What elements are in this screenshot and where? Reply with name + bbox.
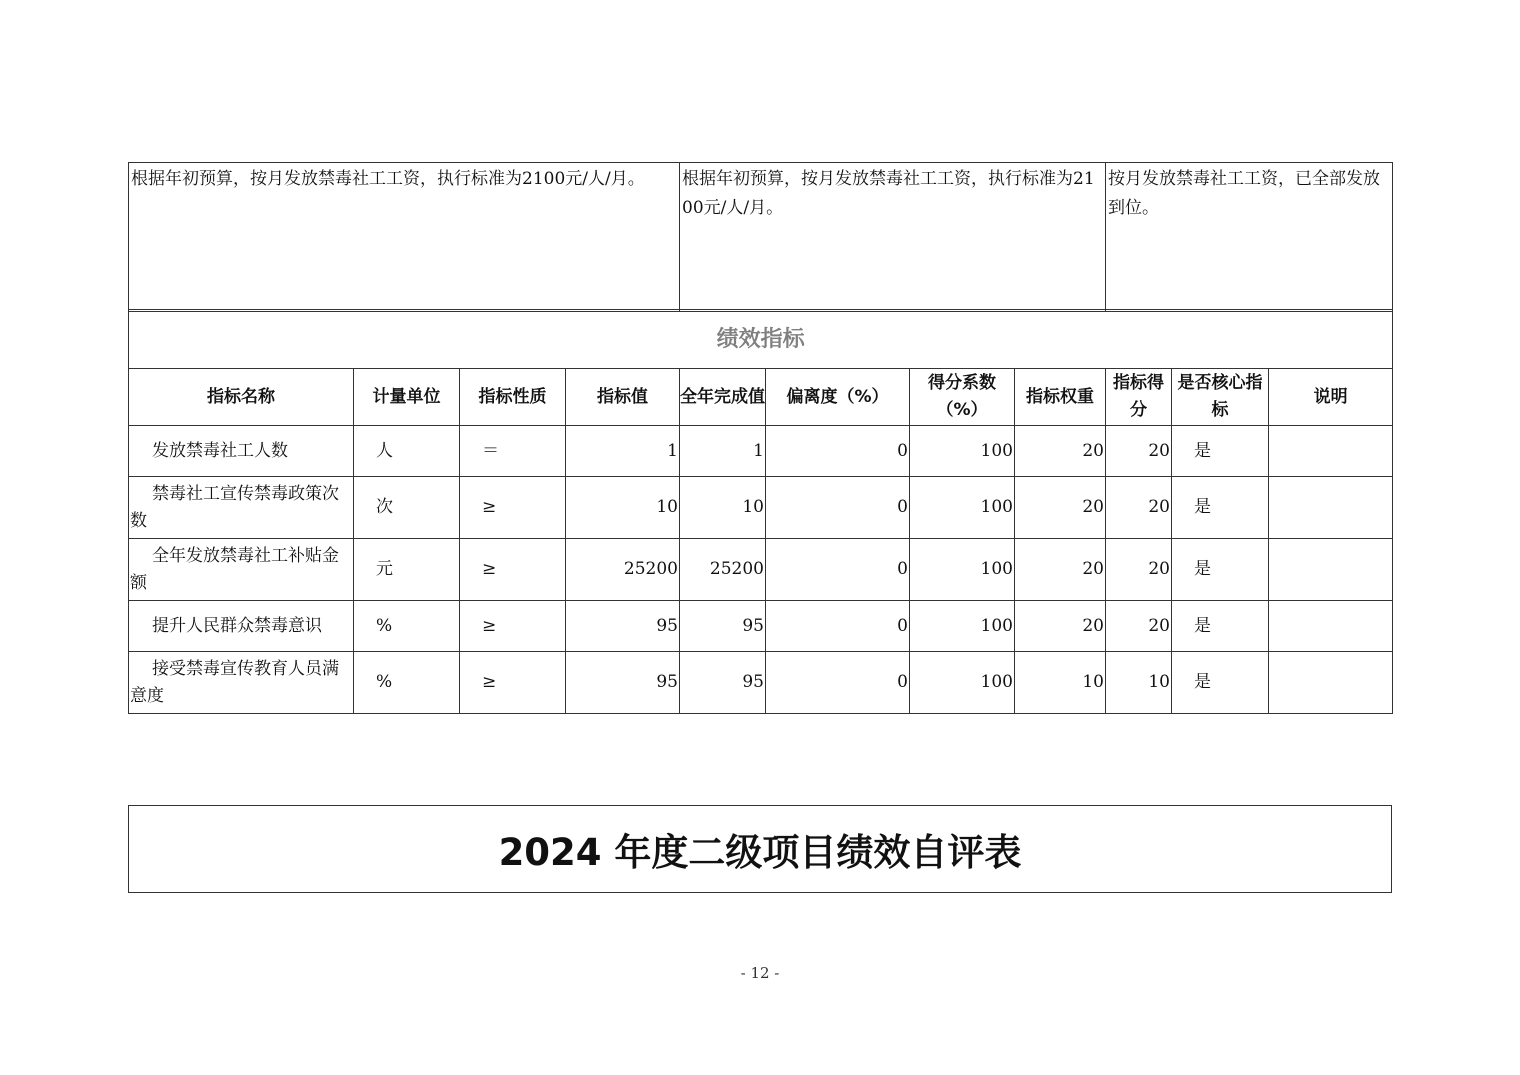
row-actual: 1 <box>680 426 766 477</box>
row-score: 20 <box>1106 601 1172 652</box>
section-title-row <box>129 310 1393 369</box>
self-eval-title-box <box>128 805 1392 893</box>
row-unit: 次 <box>354 477 460 539</box>
header-name: 指标名称 <box>129 369 354 426</box>
row-deviation: 0 <box>766 426 910 477</box>
summary-col1: 根据年初预算，按月发放禁毒社工工资，执行标准为2100元/人/月。 <box>129 163 680 312</box>
table-row <box>129 652 1393 714</box>
row-score: 20 <box>1106 426 1172 477</box>
row-coef: 100 <box>910 539 1015 601</box>
table-row <box>129 539 1393 601</box>
row-coef: 100 <box>910 601 1015 652</box>
row-coef: 100 <box>910 426 1015 477</box>
row-note <box>1269 426 1393 477</box>
row-note <box>1269 601 1393 652</box>
row-score: 20 <box>1106 477 1172 539</box>
row-deviation: 0 <box>766 477 910 539</box>
header-weight: 指标权重 <box>1015 369 1106 426</box>
header-actual: 全年完成值 <box>680 369 766 426</box>
row-score: 10 <box>1106 652 1172 714</box>
header-score: 指标得分 <box>1106 369 1172 426</box>
table-row <box>129 601 1393 652</box>
summary-table <box>128 162 1393 312</box>
header-coef: 得分系数（%） <box>910 369 1015 426</box>
row-unit: % <box>354 652 460 714</box>
row-deviation: 0 <box>766 539 910 601</box>
row-name: 全年发放禁毒社工补贴金额 <box>129 539 354 601</box>
row-core: 是 <box>1172 426 1269 477</box>
summary-col3: 按月发放禁毒社工工资，已全部发放到位。 <box>1106 163 1393 312</box>
row-coef: 100 <box>910 477 1015 539</box>
header-unit: 计量单位 <box>354 369 460 426</box>
row-unit: 人 <box>354 426 460 477</box>
row-unit: 元 <box>354 539 460 601</box>
row-unit: % <box>354 601 460 652</box>
row-value: 10 <box>566 477 680 539</box>
table-row <box>129 426 1393 477</box>
row-actual: 95 <box>680 652 766 714</box>
row-nature: ≥ <box>460 601 566 652</box>
performance-table <box>128 309 1393 714</box>
row-weight: 20 <box>1015 539 1106 601</box>
header-note: 说明 <box>1269 369 1393 426</box>
row-note <box>1269 539 1393 601</box>
header-deviation: 偏离度（%） <box>766 369 910 426</box>
row-nature: ≥ <box>460 539 566 601</box>
row-value: 95 <box>566 601 680 652</box>
page-title: 2024 年度二级项目绩效自评表 <box>498 831 1022 874</box>
row-weight: 20 <box>1015 426 1106 477</box>
section-title: 绩效指标 <box>129 310 1393 369</box>
row-weight: 20 <box>1015 601 1106 652</box>
row-value: 1 <box>566 426 680 477</box>
row-score: 20 <box>1106 539 1172 601</box>
row-actual: 25200 <box>680 539 766 601</box>
row-value: 25200 <box>566 539 680 601</box>
row-deviation: 0 <box>766 652 910 714</box>
row-core: 是 <box>1172 601 1269 652</box>
header-value: 指标值 <box>566 369 680 426</box>
row-core: 是 <box>1172 477 1269 539</box>
row-deviation: 0 <box>766 601 910 652</box>
page-number: - 12 - <box>740 964 780 982</box>
row-weight: 10 <box>1015 652 1106 714</box>
row-coef: 100 <box>910 652 1015 714</box>
header-row <box>129 369 1393 426</box>
row-nature: ≥ <box>460 477 566 539</box>
row-value: 95 <box>566 652 680 714</box>
row-name: 禁毒社工宣传禁毒政策次数 <box>129 477 354 539</box>
table-row <box>129 477 1393 539</box>
row-actual: 95 <box>680 601 766 652</box>
summary-row <box>129 163 1393 312</box>
row-core: 是 <box>1172 652 1269 714</box>
header-core: 是否核心指标 <box>1172 369 1269 426</box>
row-note <box>1269 652 1393 714</box>
summary-col2: 根据年初预算，按月发放禁毒社工工资，执行标准为2100元/人/月。 <box>680 163 1106 312</box>
header-nature: 指标性质 <box>460 369 566 426</box>
row-core: 是 <box>1172 539 1269 601</box>
row-nature: ＝ <box>460 426 566 477</box>
row-name: 发放禁毒社工人数 <box>129 426 354 477</box>
row-nature: ≥ <box>460 652 566 714</box>
row-note <box>1269 477 1393 539</box>
row-weight: 20 <box>1015 477 1106 539</box>
row-actual: 10 <box>680 477 766 539</box>
row-name: 提升人民群众禁毒意识 <box>129 601 354 652</box>
row-name: 接受禁毒宣传教育人员满意度 <box>129 652 354 714</box>
